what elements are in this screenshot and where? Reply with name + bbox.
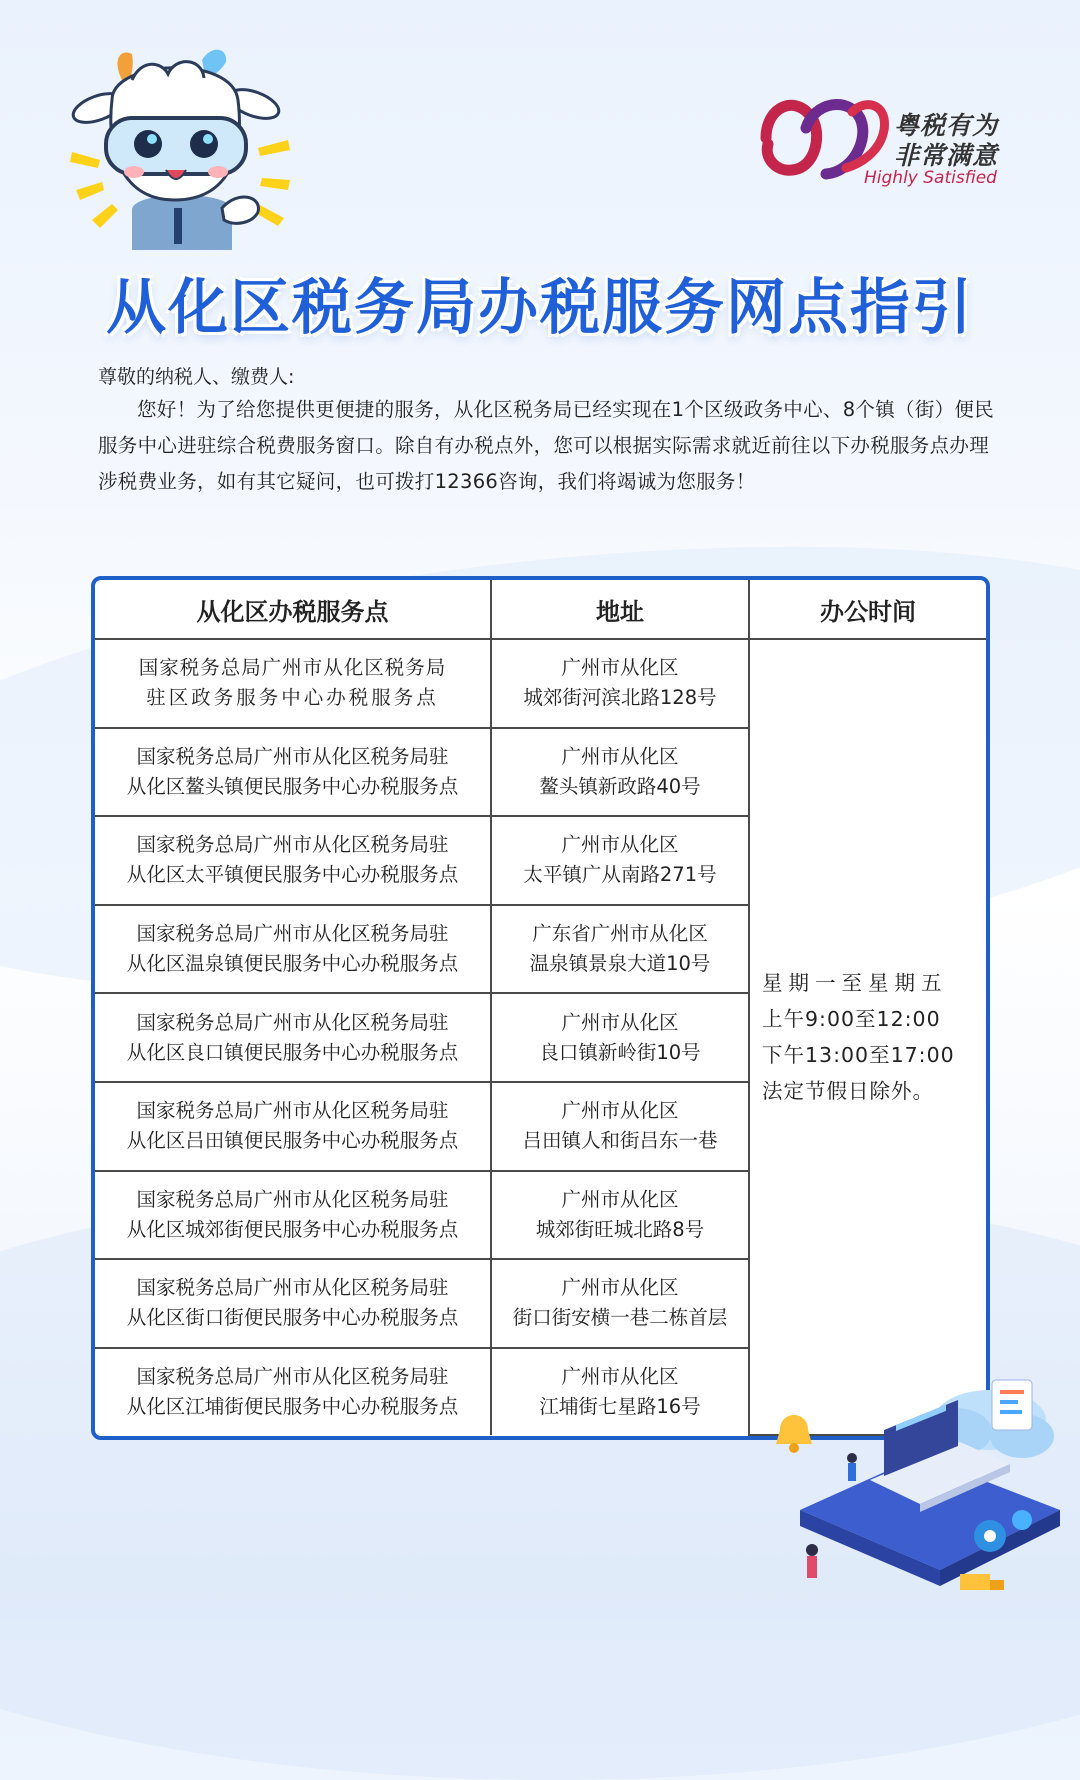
name-line1: 国家税务总局广州市从化区税务局 — [138, 656, 447, 680]
table-row — [95, 639, 986, 728]
address-line1: 广州市从化区 — [561, 833, 679, 857]
name-line2: 从化区街口街便民服务中心办税服务点 — [126, 1306, 459, 1330]
name-line2: 从化区城郊街便民服务中心办税服务点 — [126, 1217, 459, 1241]
logo-english-text: Highly Satisfied — [864, 168, 997, 188]
name-line1: 国家税务总局广州市从化区税务局驻 — [136, 744, 449, 768]
service-point-address — [491, 816, 749, 905]
page-title: 从化区税务局办税服务网点指引 — [106, 273, 974, 343]
address-line2: 城郊街旺城北路8号 — [535, 1217, 705, 1241]
name-line1: 国家税务总局广州市从化区税务局驻 — [136, 1010, 449, 1034]
service-point-address — [491, 728, 749, 817]
logo-slogan-line2: 非常满意 — [894, 141, 999, 170]
name-line1: 国家税务总局广州市从化区税务局驻 — [136, 833, 449, 857]
service-point-address — [491, 1348, 749, 1435]
tech-isometric-illustration-icon — [760, 1360, 1080, 1620]
address-line2: 太平镇广从南路271号 — [523, 863, 717, 887]
goat-mascot-icon — [62, 40, 302, 250]
name-line2: 从化区吕田镇便民服务中心办税服务点 — [126, 1129, 459, 1153]
service-point-address — [491, 1082, 749, 1171]
hours-line3: 下午13:00至17:00 — [762, 1043, 955, 1067]
address-line2: 吕田镇人和街吕东一巷 — [522, 1129, 718, 1153]
address-line2: 鳌头镇新政路40号 — [539, 774, 701, 798]
logo-slogan-line1: 粤税有为 — [894, 111, 999, 140]
service-point-name — [95, 993, 491, 1082]
address-line1: 广州市从化区 — [561, 744, 679, 768]
address-line2: 街口街安横一巷二栋首层 — [512, 1306, 728, 1330]
service-point-address — [491, 639, 749, 728]
header-office-hours: 办公时间 — [749, 580, 986, 639]
service-point-name — [95, 1171, 491, 1260]
service-point-name — [95, 816, 491, 905]
header-address: 地址 — [491, 580, 749, 639]
name-line2: 从化区江埔街便民服务中心办税服务点 — [126, 1394, 459, 1418]
hours-line4: 法定节假日除外。 — [762, 1079, 934, 1103]
address-line2: 良口镇新岭街10号 — [539, 1040, 701, 1064]
service-point-name — [95, 728, 491, 817]
service-point-address — [491, 1259, 749, 1348]
service-points-table — [91, 576, 990, 1440]
name-line2: 从化区温泉镇便民服务中心办税服务点 — [126, 952, 459, 976]
header-service-point: 从化区办税服务点 — [95, 580, 491, 639]
service-point-address — [491, 993, 749, 1082]
name-line1: 国家税务总局广州市从化区税务局驻 — [136, 1364, 449, 1388]
name-line1: 国家税务总局广州市从化区税务局驻 — [136, 922, 449, 946]
intro-paragraph: 您好！为了给您提供更便捷的服务，从化区税务局已经实现在1个区级政务中心、8个镇（街）便民服务中心进驻综合税费服务窗口。除自有办税点外，您可以根据实际需求就近前往以下办税服务点办理涉税费业务，如有其它疑问，也可拨打12366咨询，我们将竭诚为您服务！ — [98, 398, 995, 493]
name-line2: 从化区太平镇便民服务中心办税服务点 — [126, 863, 459, 887]
salutation: 尊敬的纳税人、缴费人: — [98, 366, 295, 388]
address-line1: 广东省广州市从化区 — [532, 922, 708, 946]
address-line2: 温泉镇景泉大道10号 — [529, 952, 711, 976]
service-point-name — [95, 1348, 491, 1435]
address-line1: 广州市从化区 — [561, 1276, 679, 1300]
highly-satisfied-logo — [756, 88, 1026, 198]
address-line1: 广州市从化区 — [561, 1187, 679, 1211]
address-line1: 广州市从化区 — [561, 1364, 679, 1388]
service-point-name — [95, 1259, 491, 1348]
address-line2: 江埔街七星路16号 — [539, 1394, 701, 1418]
address-line1: 广州市从化区 — [561, 1010, 679, 1034]
name-line2: 从化区良口镇便民服务中心办税服务点 — [126, 1040, 459, 1064]
service-point-address — [491, 905, 749, 994]
service-point-name — [95, 1082, 491, 1171]
name-line1: 国家税务总局广州市从化区税务局驻 — [136, 1099, 449, 1123]
service-point-name — [95, 905, 491, 994]
table-header-row — [95, 580, 986, 639]
service-point-address — [491, 1171, 749, 1260]
name-line2: 从化区鳌头镇便民服务中心办税服务点 — [126, 774, 459, 798]
name-line2: 驻区政务服务中心办税服务点 — [146, 686, 439, 710]
office-hours — [749, 639, 986, 1435]
service-point-name — [95, 639, 491, 728]
name-line1: 国家税务总局广州市从化区税务局驻 — [136, 1276, 449, 1300]
address-line1: 广州市从化区 — [561, 656, 679, 680]
address-line1: 广州市从化区 — [561, 1099, 679, 1123]
hours-line1: 星期一至星期五 — [762, 971, 948, 995]
address-line2: 城郊街河滨北路128号 — [523, 686, 717, 710]
hours-line2: 上午9:00至12:00 — [762, 1007, 941, 1031]
name-line1: 国家税务总局广州市从化区税务局驻 — [136, 1187, 449, 1211]
